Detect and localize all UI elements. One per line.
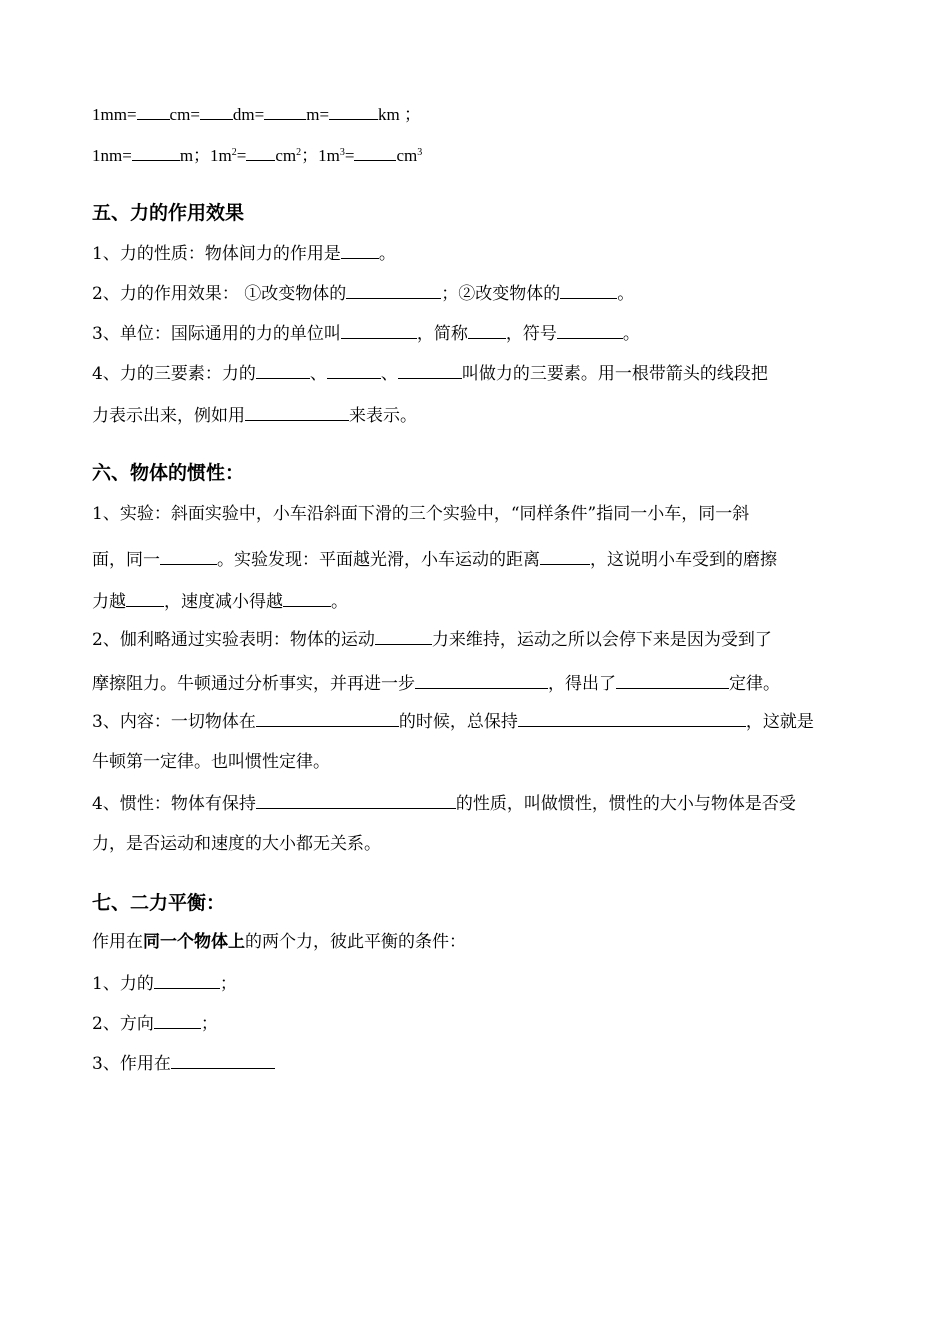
blank[interactable] xyxy=(398,361,462,379)
text: 力表示出来，例如用 xyxy=(92,406,245,426)
text: dm= xyxy=(232,105,265,124)
blank[interactable] xyxy=(256,361,310,379)
bold-text: 同一个物体上 xyxy=(143,932,245,952)
blank[interactable] xyxy=(341,241,379,259)
s7-intro xyxy=(92,931,466,953)
text: 。实验发现：平面越光滑，小车运动的距离 xyxy=(217,550,540,570)
s6-item-1-cont2 xyxy=(92,589,348,613)
s7-condition-2 xyxy=(92,1011,218,1035)
text: 。 xyxy=(622,324,640,344)
text: ；②改变物体的 xyxy=(441,284,561,304)
text: 作用在 xyxy=(92,932,143,952)
blank[interactable] xyxy=(132,143,180,161)
text: cm xyxy=(275,146,297,165)
s5-item-2 xyxy=(92,281,634,305)
text: 定律。 xyxy=(729,674,780,694)
text: cm xyxy=(396,146,418,165)
blank[interactable] xyxy=(245,403,349,421)
blank[interactable] xyxy=(246,143,275,161)
text: 、 xyxy=(380,364,398,384)
text: 1nm= xyxy=(92,146,132,165)
text: ，符号 xyxy=(505,324,557,344)
text: m= xyxy=(306,105,330,124)
blank[interactable] xyxy=(329,102,378,120)
text: 。 xyxy=(378,244,396,264)
text: ，得出了 xyxy=(548,674,616,694)
blank[interactable] xyxy=(560,281,617,299)
text: 3、单位：国际通用的力的单位叫 xyxy=(92,324,341,344)
superscript: 3 xyxy=(417,147,423,158)
s5-item-3 xyxy=(92,321,640,345)
blank[interactable] xyxy=(171,1051,275,1069)
text: ； xyxy=(219,974,237,994)
text: = xyxy=(344,146,355,165)
text: 2、伽利略通过实验表明：物体的运动 xyxy=(92,630,375,650)
blank[interactable] xyxy=(283,589,331,607)
blank[interactable] xyxy=(468,321,506,339)
text: = xyxy=(236,146,247,165)
text: 1、力的性质：物体间力的作用是 xyxy=(92,244,341,264)
blank[interactable] xyxy=(557,321,623,339)
unit-conversion-line-2 xyxy=(92,143,422,167)
blank[interactable] xyxy=(341,321,417,339)
blank[interactable] xyxy=(540,547,590,565)
superscript: 2 xyxy=(231,147,237,158)
text: 力来维持，运动之所以会停下来是因为受到了 xyxy=(431,630,772,650)
unit-conversion-line-1 xyxy=(92,102,421,126)
text: 1mm= xyxy=(92,105,137,124)
text: 的两个力，彼此平衡的条件： xyxy=(245,932,466,952)
blank[interactable] xyxy=(354,143,396,161)
text: 的性质，叫做惯性，惯性的大小与物体是否受 xyxy=(455,794,796,814)
text: 。 xyxy=(331,592,348,612)
text: 2、力的作用效果： ①改变物体的 xyxy=(92,284,347,304)
blank[interactable] xyxy=(200,102,233,120)
text: 1、力的 xyxy=(92,974,154,994)
blank[interactable] xyxy=(375,627,432,645)
text: 面，同一 xyxy=(92,550,160,570)
text: 2、方向 xyxy=(92,1014,154,1034)
blank[interactable] xyxy=(327,361,381,379)
text: ；1m xyxy=(301,146,340,165)
text: ； xyxy=(200,1014,218,1034)
text: 摩擦阻力。牛顿通过分析事实，并再进一步 xyxy=(92,674,415,694)
text: 力越 xyxy=(92,592,126,612)
text: cm= xyxy=(169,105,200,124)
s7-condition-1 xyxy=(92,971,237,995)
s6-item-1-cont xyxy=(92,547,777,571)
text: ，速度减小得越 xyxy=(164,592,283,612)
blank[interactable] xyxy=(256,791,456,809)
blank[interactable] xyxy=(415,671,548,689)
s6-item-3 xyxy=(92,709,814,733)
text: 的时候，总保持 xyxy=(398,712,518,732)
s6-item-3-cont: 牛顿第一定律。也叫惯性定律。 xyxy=(92,752,330,772)
text: ，简称 xyxy=(416,324,468,344)
section-7-title: 七、二力平衡： xyxy=(92,892,226,914)
blank[interactable] xyxy=(154,971,220,989)
blank[interactable] xyxy=(126,589,164,607)
text: 。 xyxy=(617,284,635,304)
text: ，这说明小车受到的磨擦 xyxy=(590,550,777,570)
superscript: 3 xyxy=(339,147,345,158)
text: ，这就是 xyxy=(745,712,814,732)
superscript: 2 xyxy=(296,147,302,158)
text: 来表示。 xyxy=(349,406,417,426)
text: 叫做力的三要素。用一根带箭头的线段把 xyxy=(461,364,768,384)
s6-item-1: 1、实验：斜面实验中，小车沿斜面下滑的三个实验中，“同样条件”指同一小车，同一斜 xyxy=(92,504,750,524)
s7-condition-3 xyxy=(92,1051,275,1075)
blank[interactable] xyxy=(518,709,746,727)
blank[interactable] xyxy=(137,102,170,120)
text: 3、内容：一切物体在 xyxy=(92,712,256,732)
s5-item-4-cont xyxy=(92,403,417,427)
s6-item-2-cont xyxy=(92,671,780,695)
text: 4、惯性：物体有保持 xyxy=(92,794,256,814)
blank[interactable] xyxy=(616,671,729,689)
section-6-title: 六、物体的惯性： xyxy=(92,462,245,484)
text: 4、力的三要素：力的 xyxy=(92,364,256,384)
s5-item-1 xyxy=(92,241,396,265)
text: 3、作用在 xyxy=(92,1054,171,1074)
text: 、 xyxy=(309,364,327,384)
s5-item-4 xyxy=(92,361,768,385)
blank[interactable] xyxy=(256,709,399,727)
blank[interactable] xyxy=(346,281,441,299)
text: km ； xyxy=(378,105,422,124)
blank[interactable] xyxy=(160,547,217,565)
s6-item-4-cont: 力，是否运动和速度的大小都无关系。 xyxy=(92,834,381,854)
s6-item-4 xyxy=(92,791,796,815)
s6-item-2 xyxy=(92,627,772,651)
blank[interactable] xyxy=(154,1011,201,1029)
blank[interactable] xyxy=(264,102,306,120)
section-5-title: 五、力的作用效果 xyxy=(92,202,245,224)
text: m；1m xyxy=(179,146,232,165)
